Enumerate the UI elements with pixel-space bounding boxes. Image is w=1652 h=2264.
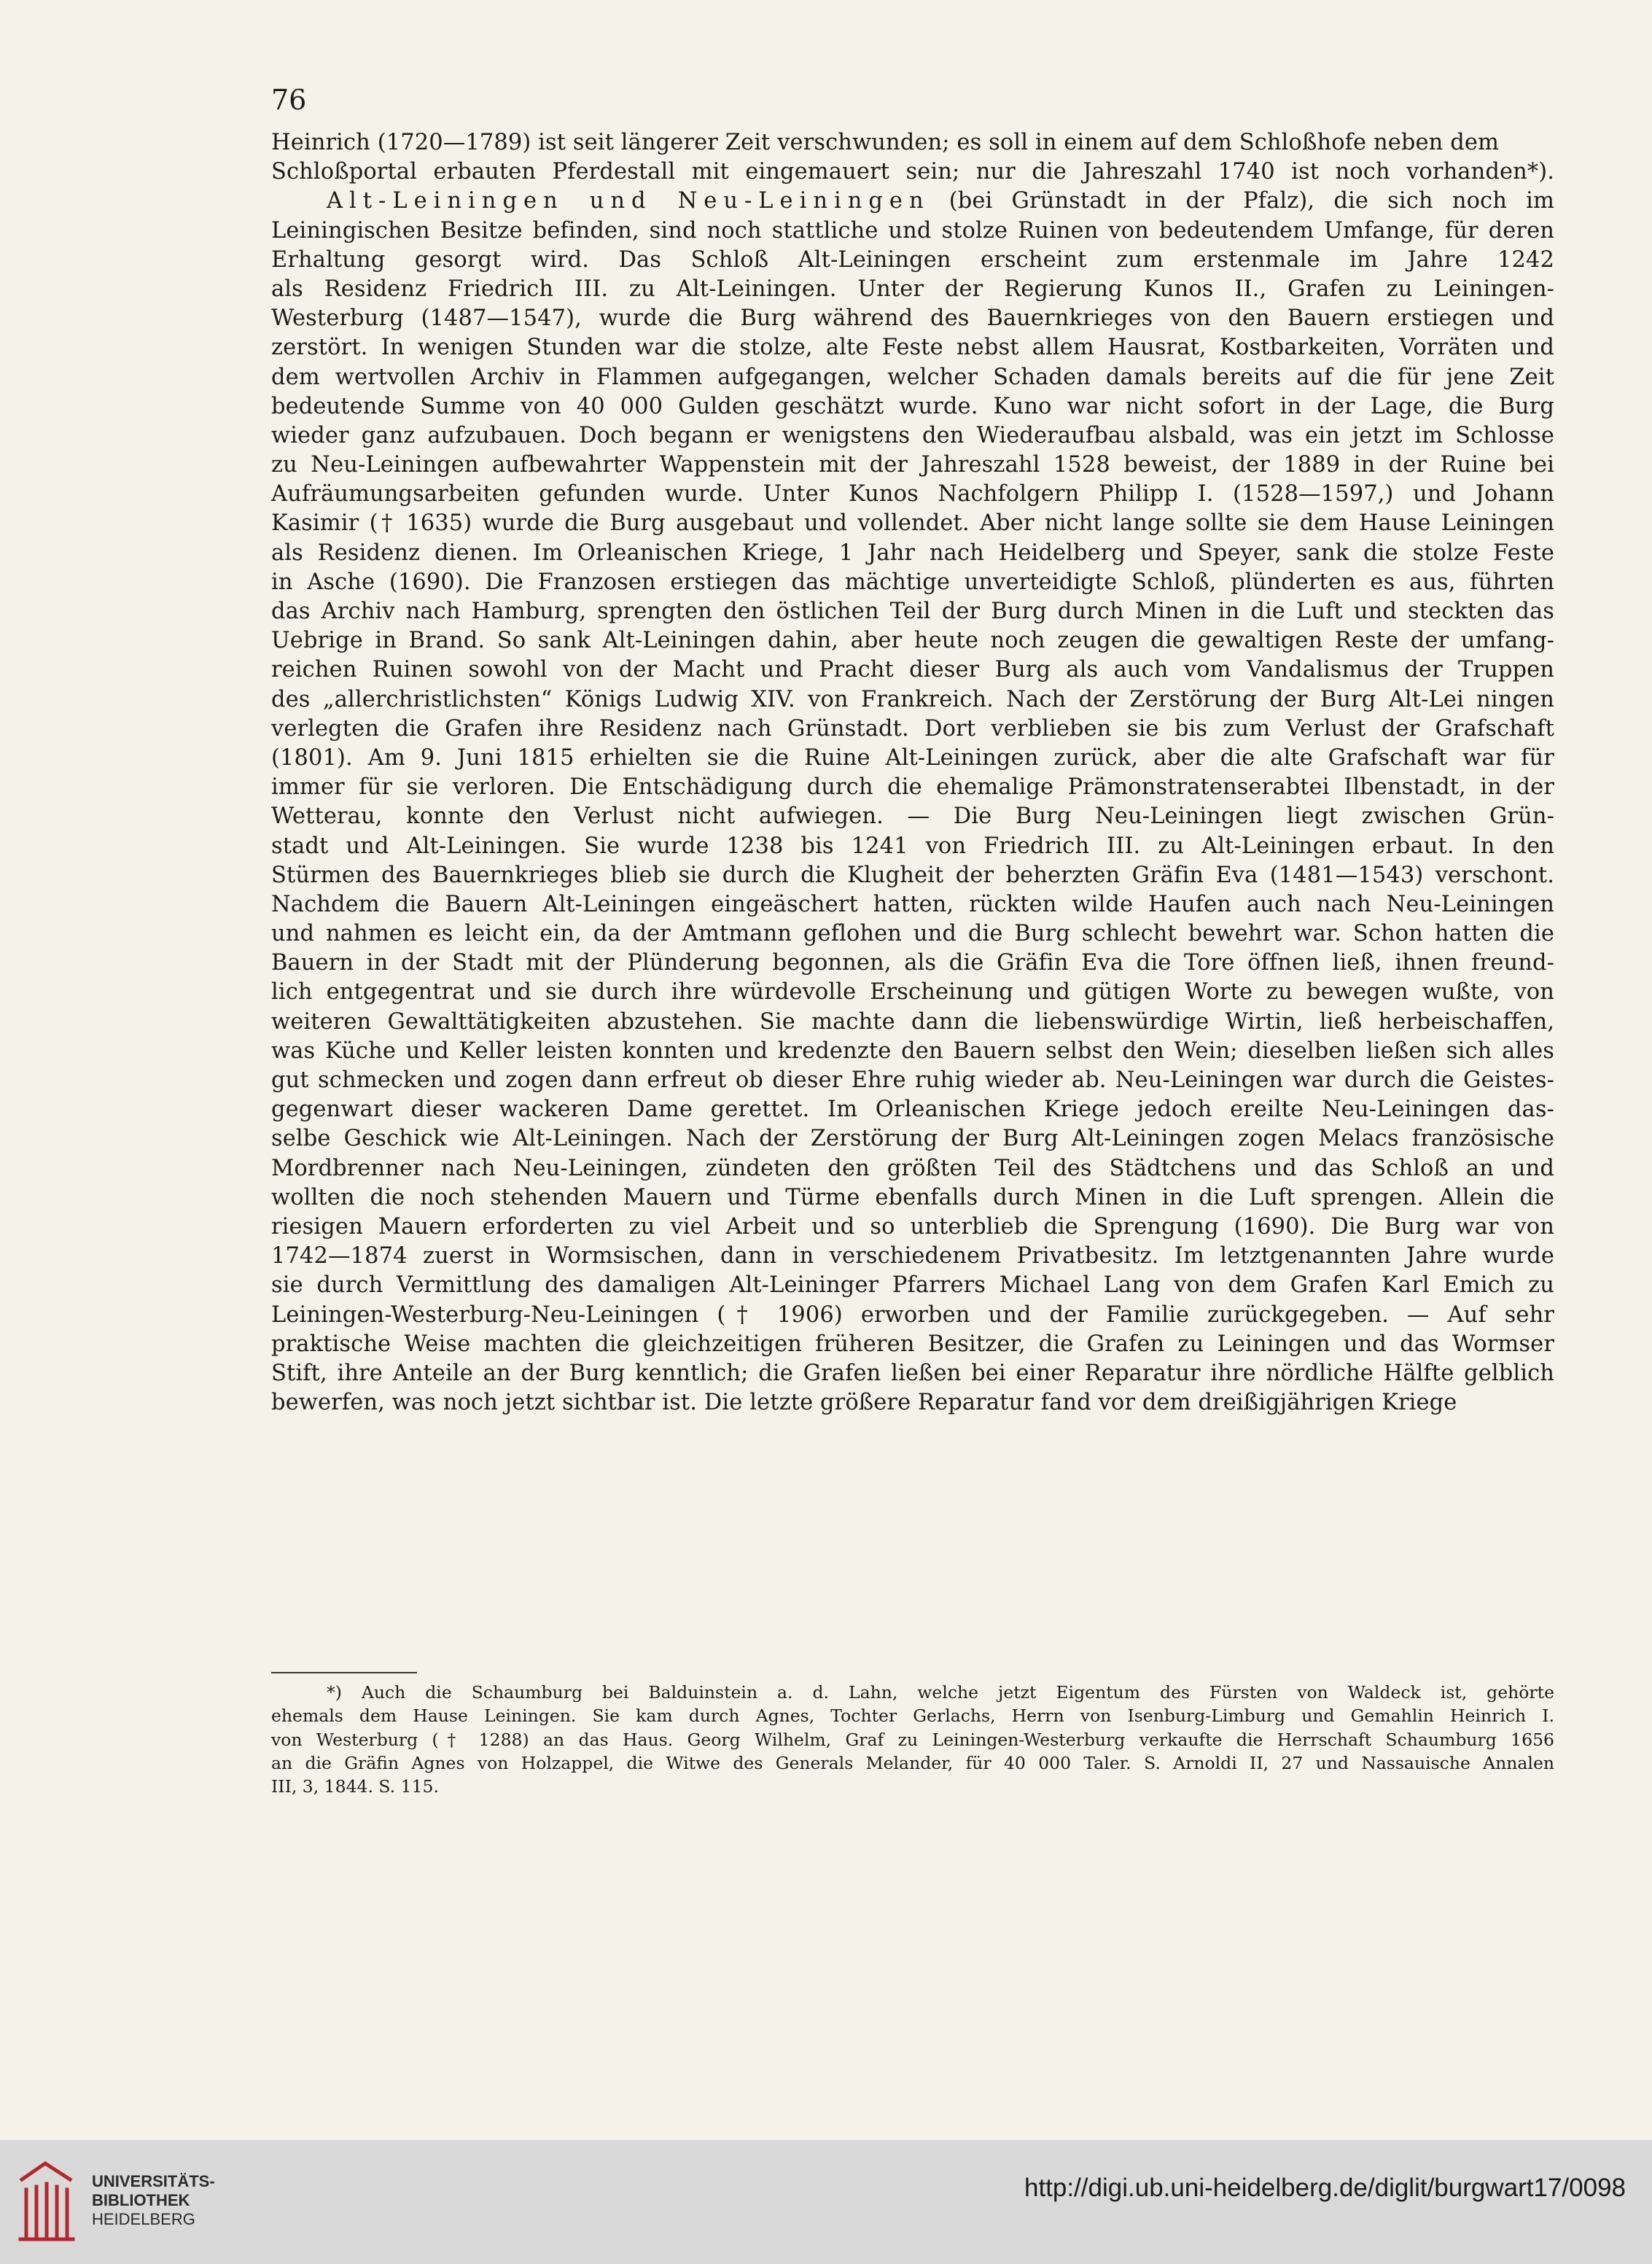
text-line: reichen Ruinen sowohl von der Macht und Pracht dieser Burg als auch vom Vandalismus der Truppen [271, 657, 1554, 683]
page-number: 76 [271, 84, 307, 116]
permalink-url[interactable]: http://digi.ub.uni-heidelberg.de/diglit/burgwart17/0098 [1024, 2174, 1626, 2202]
text-line: als Residenz dienen. Im Orleanischen Kriege, 1 Jahr nach Heidelberg und Speyer, sank die stolze Feste [271, 540, 1554, 566]
text-line: Heinrich (1720—1789) ist seit längerer Zeit verschwunden; es soll in einem auf dem Schloßhofe neben dem [271, 130, 1500, 155]
text-line: Stift, ihre Anteile an der Burg kenntlich; die Grafen ließen bei einer Reparatur ihre nördliche Hälfte gelblich [271, 1360, 1554, 1386]
text-line: das Archiv nach Hamburg, sprengten den östlichen Teil der Burg durch Minen in die Luft und steckten das [271, 599, 1554, 624]
text-line: Westerburg (1487—1547), wurde die Burg während des Bauernkrieges von den Bauern erstiegen und [271, 306, 1554, 332]
text-line: Leiningischen Besitze befinden, sind noch stattliche und stolze Ruinen von bedeutendem Umfange, für deren [271, 217, 1554, 244]
library-name-line-3: HEIDELBERG [92, 2210, 195, 2228]
library-name-line-2: BIBLIOTHEK [92, 2191, 190, 2209]
text-line: lich entgegentrat und sie durch ihre würdevolle Erscheinung und gütigen Worte zu bewegen wußte, von [271, 979, 1554, 1005]
text-line [271, 187, 1554, 216]
text-line: Schloßportal erbauten Pferdestall mit eingemauert sein; nur die Jahreszahl 1740 ist noch vorhanden*). [271, 159, 1554, 185]
footnote [271, 1681, 1554, 1798]
library-name [92, 2172, 215, 2229]
text-line: als Residenz Friedrich III. zu Alt-Leiningen. Unter der Regierung Kunos II., Grafen zu Leiningen- [271, 276, 1554, 302]
footnote-rule [271, 1672, 417, 1673]
text-line: zu Neu-Leiningen aufbewahrter Wappenstein mit der Jahreszahl 1528 beweist, der 1889 in der Ruine bei [271, 452, 1554, 478]
text-line: praktische Weise machten die gleichzeitigen früheren Besitzer, die Grafen zu Leiningen und das Wormser [271, 1331, 1554, 1357]
footnote-line: von Westerburg († 1288) an das Haus. Georg Wilhelm, Graf zu Leiningen-Westerburg verkaufte die Herrschaft Schaumburg 1656 [271, 1729, 1554, 1750]
text-line: gut schmecken und zogen dann erfreut ob dieser Ehre ruhig wieder ab. Neu-Leiningen war durch die Geistes- [271, 1067, 1554, 1093]
text-line: bedeutende Summe von 40 000 Gulden geschätzt wurde. Kuno war nicht sofort in der Lage, die Burg [271, 393, 1554, 419]
text-line: Nachdem die Bauern Alt-Leiningen eingeäschert hatten, rückten wilde Haufen auch nach Neu-Leiningen [271, 891, 1554, 917]
line-text: (bei Grünstadt in der Pfalz), die sich noch im [948, 188, 1554, 214]
library-logo[interactable] [16, 2158, 215, 2244]
text-line: Kasimir († 1635) wurde die Burg ausgebaut und vollendet. Aber nicht lange sollte sie dem Hause Leiningen [271, 510, 1554, 537]
text-line: riesigen Mauern erforderten zu viel Arbeit und so unterblieb die Sprengung (1690). Die Burg war von [271, 1213, 1554, 1240]
text-line: Stürmen des Bauernkrieges blieb sie durch die Klugheit der beherzten Gräfin Eva (1481—1543) verschont. [271, 862, 1554, 888]
library-logo-icon [16, 2158, 76, 2244]
viewer-footer [0, 2140, 1652, 2264]
text-line: 1742—1874 zuerst in Wormsischen, dann in verschiedenem Privatbesitz. Im letztgenannten Jahre wurde [271, 1243, 1554, 1269]
text-line: selbe Geschick wie Alt-Leiningen. Nach der Zerstörung der Burg Alt-Leiningen zogen Melacs französische [271, 1126, 1554, 1152]
library-name-line-1: UNIVERSITÄTS- [92, 2172, 215, 2190]
text-line: Wetterau, konnte den Verlust nicht aufwiegen. — Die Burg Neu-Leiningen liegt zwischen Grün- [271, 804, 1554, 830]
text-line: Leiningen-Westerburg-Neu-Leiningen († 1906) erworben und der Familie zurückgegeben. — Auf sehr [271, 1302, 1554, 1328]
text-line: sie durch Vermittlung des damaligen Alt-Leininger Pfarrers Michael Lang von dem Grafen Karl Emich zu [271, 1272, 1554, 1299]
text-line: Mordbrenner nach Neu-Leiningen, zündeten den größten Teil des Städtchens und das Schloß an und [271, 1155, 1554, 1181]
text-line: was Küche und Keller leisten konnten und kredenzte den Bauern selbst den Wein; dieselben ließen sich alles [271, 1038, 1554, 1064]
text-line: des „allerchristlichsten“ Königs Ludwig XIV. von Frankreich. Nach der Zerstörung der Burg Alt-Lei ningen [271, 686, 1554, 712]
footnote-line: an die Gräfin Agnes von Holzappel, die Witwe des Generals Melander, für 40 000 Taler. S. Arnoldi II, 27 und Nassauische Annalen [271, 1752, 1554, 1773]
text-line: und nahmen es leicht ein, da der Amtmann geflohen und die Burg schlecht bewehrt war. Schon hatten die [271, 921, 1554, 947]
text-line: immer für sie verloren. Die Entschädigung durch die ehemalige Prämonstratenserabtei Ilbenstadt, in der [271, 774, 1554, 801]
text-line: wollten die noch stehenden Mauern und Türme ebenfalls durch Minen in die Luft sprengen. Allein die [271, 1184, 1554, 1210]
text-line: Bauern in der Stadt mit der Plünderung begonnen, als die Gräfin Eva die Tore öffnen ließ, ihnen freund- [271, 950, 1554, 976]
footnote-line: ehemals dem Hause Leiningen. Sie kam durch Agnes, Tochter Gerlachs, Herrn von Isenburg-Limburg und Gemahlin Heinrich I. [271, 1705, 1554, 1727]
text-line: dem wertvollen Archiv in Flammen aufgegangen, welcher Schaden damals bereits auf die für jene Zeit [271, 364, 1554, 390]
text-line: Uebrige in Brand. So sank Alt-Leiningen dahin, aber heute noch zeugen die gewaltigen Reste der umfang- [271, 628, 1554, 654]
spaced-heading: Alt-Leiningen und Neu-Leiningen [327, 188, 930, 214]
text-line: wieder ganz aufzubauen. Doch begann er wenigstens den Wiederaufbau alsbald, was ein jetzt im Schlosse [271, 422, 1554, 448]
text-line: verlegten die Grafen ihre Residenz nach Grünstadt. Dort verblieben sie bis zum Verlust der Grafschaft [271, 715, 1554, 742]
footnote-line: III, 3, 1844. S. 115. [271, 1776, 439, 1797]
body-text [271, 128, 1554, 1417]
text-line: in Asche (1690). Die Franzosen erstiegen das mächtige unverteidigte Schloß, plünderten es aus, führten [271, 569, 1554, 595]
text-line: Erhaltung gesorgt wird. Das Schloß Alt-Leiningen erscheint zum erstenmale im Jahre 1242 [271, 246, 1554, 273]
text-line: gegenwart dieser wackeren Dame gerettet. Im Orleanischen Kriege jedoch ereilte Neu-Leiningen das- [271, 1097, 1554, 1123]
footnote-line: *) Auch die Schaumburg bei Balduinstein a. d. Lahn, welche jetzt Eigentum des Fürsten von Waldeck ist, gehörte [327, 1682, 1554, 1703]
text-line: bewerfen, was noch jetzt sichtbar ist. Die letzte größere Reparatur fand vor dem dreißigjährigen Kriege [271, 1390, 1457, 1416]
text-line: weiteren Gewalttätigkeiten abzustehen. Sie machte dann die liebenswürdige Wirtin, ließ herbeischaffen, [271, 1008, 1554, 1035]
text-line: (1801). Am 9. Juni 1815 erhielten sie die Ruine Alt-Leiningen zurück, aber die alte Grafschaft war für [271, 744, 1554, 771]
text-line: zerstört. In wenigen Stunden war die stolze, alte Feste nebst allem Hausrat, Kostbarkeiten, Vorräten und [271, 335, 1554, 361]
text-line: stadt und Alt-Leiningen. Sie wurde 1238 bis 1241 von Friedrich III. zu Alt-Leiningen erbaut. In den [271, 833, 1554, 859]
text-line: Aufräumungsarbeiten gefunden wurde. Unter Kunos Nachfolgern Philipp I. (1528—1597,) und Johann [271, 481, 1554, 507]
